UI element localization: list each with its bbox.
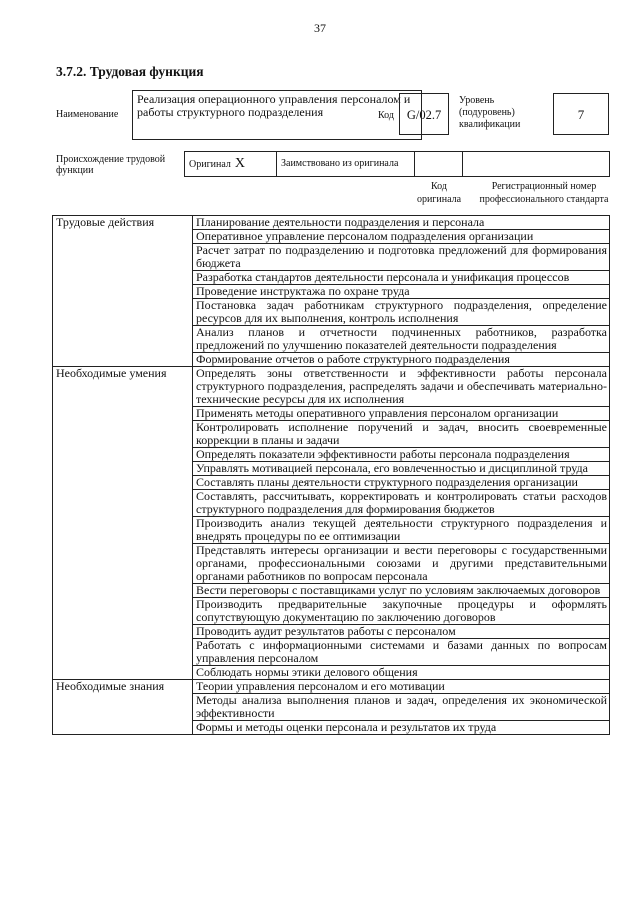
borrowed-label: Заимствовано из оригинала xyxy=(277,152,415,176)
list-item: Планирование деятельности подразделения и персонала xyxy=(193,216,610,230)
list-item: Методы анализа выполнения планов и задач, определения их экономической эффективности xyxy=(193,694,610,721)
original-mark: X xyxy=(234,156,246,171)
original-code-cell xyxy=(415,152,463,176)
list-item: Работать с информационными системами и базами данных по вопросам управления персоналом xyxy=(193,639,610,666)
registration-number-cell xyxy=(463,152,609,176)
list-item: Производить предварительные закупочные процедуры и оформлять сопутствующую документацию по заключению договоров xyxy=(193,598,610,625)
origin-original-cell xyxy=(185,152,277,176)
function-table xyxy=(52,215,610,735)
section-category: Необходимые умения xyxy=(53,367,193,680)
origin-row xyxy=(184,151,610,177)
list-item: Определять зоны ответственности и эффективности работы персонала структурного подразделения, распределять задачи и обеспечивать материально-технические ресурсы для их исполнения xyxy=(193,367,610,407)
list-item: Составлять планы деятельности структурного подразделения организации xyxy=(193,476,610,490)
list-item: Формирование отчетов о работе структурного подразделения xyxy=(193,353,610,367)
list-item: Оперативное управление персоналом подразделения организации xyxy=(193,230,610,244)
function-name: Реализация операционного управления персоналом и работы структурного подразделения xyxy=(132,90,422,140)
section-category: Необходимые знания xyxy=(53,680,193,735)
list-item: Теории управления персоналом и его мотивации xyxy=(193,680,610,694)
list-item: Управлять мотивацией персонала, его вовлеченностью и дисциплиной труда xyxy=(193,462,610,476)
list-item: Контролировать исполнение поручений и задач, вносить своевременные коррекции в планы и задачи xyxy=(193,421,610,448)
registration-number-caption: Регистрационный номер профессионального стандарта xyxy=(479,181,609,205)
table-row xyxy=(53,216,610,230)
list-item: Проведение инструктажа по охране труда xyxy=(193,285,610,299)
list-item: Анализ планов и отчетности подчиненных работников, разработка предложений по улучшению показателей деятельности подразделения xyxy=(193,326,610,353)
list-item: Представлять интересы организации и вести переговоры с государственными органами, профессиональными союзами и другими представительными органами работников по вопросам персонала xyxy=(193,544,610,584)
name-label: Наименование xyxy=(56,109,119,120)
list-item: Составлять, рассчитывать, корректировать и контролировать статьи расходов структурного подразделения для формирования бюджетов xyxy=(193,490,610,517)
qualification-level: 7 xyxy=(553,93,609,135)
function-code: G/02.7 xyxy=(399,93,449,135)
level-label: Уровень (подуровень) квалификации xyxy=(459,95,521,130)
list-item: Вести переговоры с поставщиками услуг по условиям заключаемых договоров xyxy=(193,584,610,598)
list-item: Разработка стандартов деятельности персонала и унификация процессов xyxy=(193,271,610,285)
page-number: 37 xyxy=(314,21,326,35)
section-title: 3.7.2. Трудовая функция xyxy=(56,64,204,79)
table-row xyxy=(53,367,610,407)
section-category: Трудовые действия xyxy=(53,216,193,367)
list-item: Применять методы оперативного управления персоналом организации xyxy=(193,407,610,421)
original-label: Оригинал xyxy=(189,159,231,170)
list-item: Проводить аудит результатов работы с персоналом xyxy=(193,625,610,639)
original-code-caption: Код оригинала xyxy=(416,181,462,205)
list-item: Расчет затрат по подразделению и подготовка предложений для формирования бюджета xyxy=(193,244,610,271)
list-item: Производить анализ текущей деятельности структурного подразделения и внедрять процедуры по ее оптимизации xyxy=(193,517,610,544)
list-item: Формы и методы оценки персонала и результатов их труда xyxy=(193,721,610,735)
list-item: Постановка задач работникам структурного подразделения, определение ресурсов для их выполнения, контроль исполнения xyxy=(193,299,610,326)
list-item: Определять показатели эффективности работы персонала подразделения xyxy=(193,448,610,462)
origin-label: Происхождение трудовой функции xyxy=(56,154,166,176)
list-item: Соблюдать нормы этики делового общения xyxy=(193,666,610,680)
code-label: Код xyxy=(378,110,394,121)
table-row xyxy=(53,680,610,694)
function-header xyxy=(56,90,610,140)
